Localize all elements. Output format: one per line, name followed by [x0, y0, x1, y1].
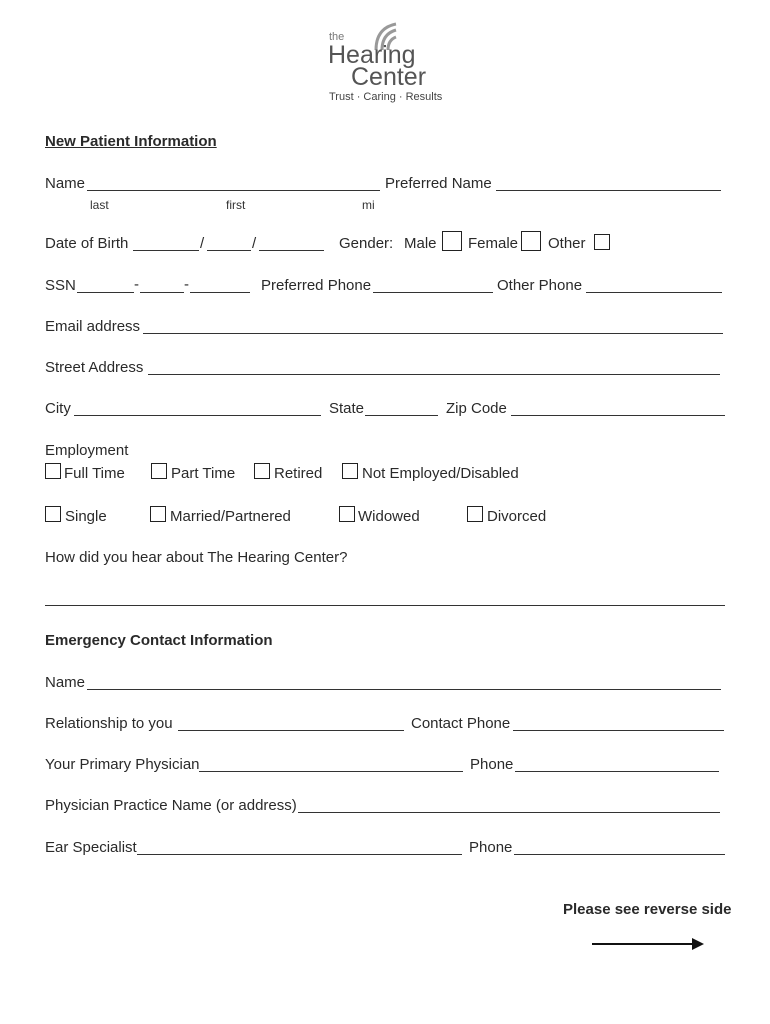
married-label: Married/Partnered — [170, 508, 291, 525]
ssn-label: SSN — [45, 277, 76, 294]
logo-hearing: Hearing — [328, 41, 416, 69]
state-field[interactable] — [365, 415, 438, 416]
dob-day-field[interactable] — [207, 250, 251, 251]
preferred-name-label: Preferred Name — [385, 175, 492, 192]
contact-phone-label: Contact Phone — [411, 715, 511, 732]
gender-label: Gender: — [339, 235, 394, 252]
single-label: Single — [65, 508, 107, 525]
dob-sep-1: / — [200, 235, 205, 252]
dob-month-field[interactable] — [133, 250, 199, 251]
ec-name-label: Name — [45, 674, 86, 691]
logo-center: Center — [351, 63, 427, 91]
hint-mi: mi — [362, 198, 375, 212]
physician-field[interactable] — [199, 771, 463, 772]
gender-male-label: Male — [404, 235, 437, 252]
city-label: City — [45, 400, 71, 417]
preferred-phone-field[interactable] — [373, 292, 493, 293]
preferred-name-field[interactable] — [496, 190, 721, 191]
zip-field[interactable] — [511, 415, 725, 416]
married-checkbox[interactable] — [150, 506, 166, 522]
city-field[interactable] — [74, 415, 321, 416]
ear-phone-field[interactable] — [514, 854, 725, 855]
hint-last: last — [90, 198, 109, 212]
gender-other-checkbox[interactable] — [594, 234, 610, 250]
full-time-label: Full Time — [64, 465, 125, 482]
name-label: Name — [45, 175, 86, 192]
email-field[interactable] — [143, 333, 723, 334]
reverse-side-note: Please see reverse side — [563, 901, 732, 918]
hint-first: first — [226, 198, 246, 212]
ear-specialist-field[interactable] — [137, 854, 462, 855]
arrow-right-icon — [590, 934, 706, 954]
widowed-checkbox[interactable] — [339, 506, 355, 522]
name-field[interactable] — [87, 190, 380, 191]
physician-label: Your Primary Physician — [45, 756, 200, 773]
street-field[interactable] — [148, 374, 720, 375]
practice-field[interactable] — [298, 812, 720, 813]
gender-female-label: Female — [468, 235, 519, 252]
state-label: State — [329, 400, 365, 417]
widowed-label: Widowed — [358, 508, 420, 525]
retired-checkbox[interactable] — [254, 463, 270, 479]
email-label: Email address — [45, 318, 141, 335]
referral-field[interactable] — [45, 605, 725, 606]
ear-specialist-label: Ear Specialist — [45, 839, 137, 856]
ssn-sep-1: - — [134, 276, 139, 293]
ssn-sep-2: - — [184, 276, 189, 293]
ssn-part1-field[interactable] — [77, 292, 134, 293]
ec-name-field[interactable] — [87, 689, 721, 690]
practice-label: Physician Practice Name (or address) — [45, 797, 297, 814]
ear-phone-label: Phone — [469, 839, 513, 856]
physician-phone-field[interactable] — [515, 771, 719, 772]
other-phone-field[interactable] — [586, 292, 722, 293]
physician-phone-label: Phone — [470, 756, 514, 773]
relationship-field[interactable] — [178, 730, 404, 731]
other-phone-label: Other Phone — [497, 277, 583, 294]
part-time-checkbox[interactable] — [151, 463, 167, 479]
contact-phone-field[interactable] — [513, 730, 724, 731]
dob-sep-2: / — [252, 235, 257, 252]
gender-other-label: Other — [548, 235, 586, 252]
ssn-part3-field[interactable] — [190, 292, 250, 293]
employment-label: Employment — [45, 442, 129, 459]
ssn-part2-field[interactable] — [140, 292, 184, 293]
not-employed-label: Not Employed/Disabled — [362, 465, 519, 482]
retired-label: Retired — [274, 465, 323, 482]
section-title-emergency: Emergency Contact Information — [45, 632, 273, 649]
logo — [328, 22, 448, 108]
street-label: Street Address — [45, 359, 144, 376]
zip-label: Zip Code — [446, 400, 507, 417]
preferred-phone-label: Preferred Phone — [261, 277, 372, 294]
not-employed-checkbox[interactable] — [342, 463, 358, 479]
dob-year-field[interactable] — [259, 250, 324, 251]
divorced-checkbox[interactable] — [467, 506, 483, 522]
section-title-new-patient: New Patient Information — [45, 133, 217, 150]
gender-female-checkbox[interactable] — [521, 231, 541, 251]
referral-question: How did you hear about The Hearing Center? — [45, 549, 348, 566]
dob-label: Date of Birth — [45, 235, 129, 252]
single-checkbox[interactable] — [45, 506, 61, 522]
logo-tagline: Trust · Caring · Results — [329, 91, 443, 103]
divorced-label: Divorced — [487, 508, 547, 525]
logo-the: the — [329, 31, 345, 43]
relationship-label: Relationship to you — [45, 715, 173, 732]
part-time-label: Part Time — [171, 465, 236, 482]
gender-male-checkbox[interactable] — [442, 231, 462, 251]
full-time-checkbox[interactable] — [45, 463, 61, 479]
